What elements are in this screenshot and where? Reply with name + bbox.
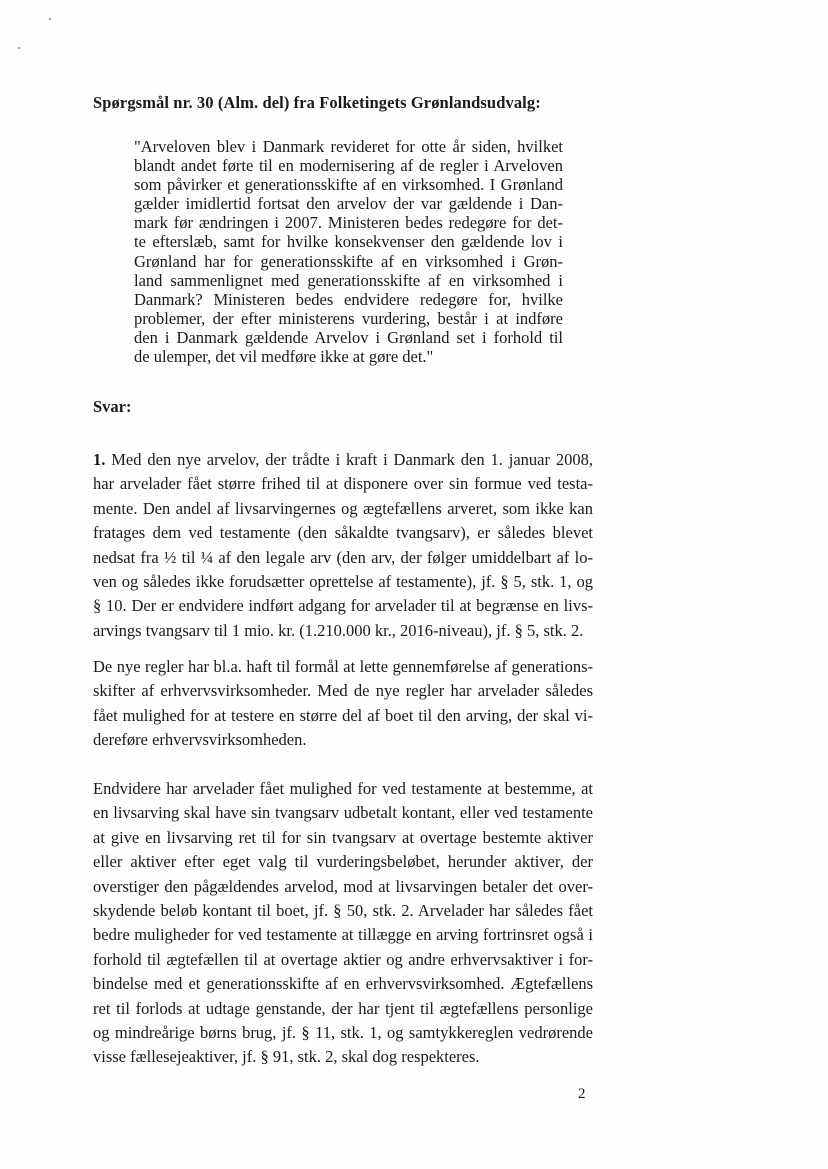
paragraph-line: bedre muligheder for ved testamente at tillægge en arving fortrinsret også i	[93, 925, 593, 945]
paragraph-line: ven og således ikke forudsætter oprettelse af testamente), jf. § 5, stk. 1, og	[93, 572, 593, 592]
quote-line: Danmark? Ministeren bedes endvidere redegøre for, hvilke	[134, 289, 563, 309]
quote-line: land sammenlignet med generationsskifte af en virksomhed i	[134, 270, 563, 290]
quote-line: problemer, der efter ministerens vurdering, består i at indføre	[134, 308, 563, 328]
scan-speck	[18, 47, 20, 49]
paragraph-line: eller aktiver efter eget valg til vurderingsbeløbet, herunder aktiver, der	[93, 852, 593, 872]
quote-line: te efterslæb, samt for hvilke konsekvenser den gældende lov i	[134, 232, 563, 252]
scan-speck	[49, 18, 51, 20]
question-quote	[134, 137, 563, 366]
question-heading: Spørgsmål nr. 30 (Alm. del) fra Folketingets Grønlandsudvalg:	[93, 93, 541, 112]
paragraph-line: ret til forlods at udtage genstande, der har tjent til ægtefællens personlige	[93, 998, 593, 1018]
quote-line: blandt andet førte til en modernisering af de regler i Arveloven	[134, 156, 563, 176]
quote-line: gælder imidlertid fortsat den arvelov der var gældende i Dan-	[134, 194, 563, 214]
quote-line: "Arveloven blev i Danmark revideret for otte år siden, hvilket	[134, 137, 563, 156]
quote-line: som påvirker et generationsskifte af en virksomhed. I Grønland	[134, 175, 563, 195]
paragraph-line: dereføre erhvervsvirksomheden.	[93, 730, 307, 750]
paragraph-line: arvings tvangsarv til 1 mio. kr. (1.210.000 kr., 2016-niveau), jf. § 5, stk. 2.	[93, 620, 584, 640]
answer-paragraph-3	[93, 777, 593, 1070]
paragraph-line: skifter af erhvervsvirksomheder. Med de nye regler har arvelader således	[93, 681, 593, 701]
paragraph-line: nedsat fra ½ til ¼ af den legale arv (den arv, der følger umiddelbart af lo-	[93, 547, 593, 567]
paragraph-line: en livsarving skal have sin tvangsarv udbetalt kontant, eller ved testamente	[93, 803, 593, 823]
page-number: 2	[578, 1086, 586, 1102]
paragraph-line: mente. Den andel af livsarvingernes og ægtefællens arveret, som ikke kan	[93, 498, 593, 518]
paragraph-line: fratages dem ved testamente (den såkaldte tvangsarv), er således blevet	[93, 523, 593, 543]
answer-paragraph-1	[93, 448, 593, 643]
paragraph-line: overstiger den pågældendes arvelod, mod at livsarvingen betaler det over-	[93, 876, 593, 896]
paragraph-line: skydende beløb kontant til boet, jf. § 50, stk. 2. Arvelader har således fået	[93, 901, 593, 921]
paragraph-line: har arvelader fået større frihed til at disponere over sin formue ved testa-	[93, 474, 593, 494]
paragraph-line: visse fællesejeaktiver, jf. § 91, stk. 2, skal dog respekteres.	[93, 1047, 480, 1067]
paragraph-line: bindelse med et generationsskifte af en erhvervsvirksomhed. Ægtefællens	[93, 974, 593, 994]
paragraph-line-text: Med den nye arvelov, der trådte i kraft i Danmark den 1. januar 2008,	[105, 450, 593, 469]
paragraph-line: fået mulighed for at testere en større del af boet til den arving, der skal vi-	[93, 705, 593, 725]
quote-line: den i Danmark gældende Arvelov i Grønland set i forhold til	[134, 327, 563, 347]
paragraph-number: 1.	[93, 450, 106, 469]
paragraph-line: forhold til ægtefællen til at overtage aktier og andre erhvervsaktiver i for-	[93, 949, 593, 969]
quote-line: de ulemper, det vil medføre ikke at gøre det."	[134, 347, 434, 367]
answer-label: Svar:	[93, 397, 132, 416]
paragraph-line: De nye regler har bl.a. haft til formål at lette gennemførelse af generations-	[93, 657, 593, 676]
paragraph-line: Endvidere har arvelader fået mulighed for ved testamente at bestemme, at	[93, 779, 593, 798]
paragraph-line: at give en livsarving ret til for sin tvangsarv at overtage bestemte aktiver	[93, 827, 593, 847]
quote-line: Grønland har for generationsskifte af en virksomhed i Grøn-	[134, 251, 563, 271]
paragraph-line	[93, 448, 593, 472]
quote-line: mark før ændringen i 2007. Ministeren bedes redegøre for det-	[134, 213, 563, 233]
answer-paragraph-2	[93, 655, 593, 753]
paragraph-line: og mindreårige børns brug, jf. § 11, stk. 1, og samtykkereglen vedrørende	[93, 1023, 593, 1043]
paragraph-line: § 10. Der er endvidere indført adgang for arvelader til at begrænse en livs-	[93, 596, 593, 616]
